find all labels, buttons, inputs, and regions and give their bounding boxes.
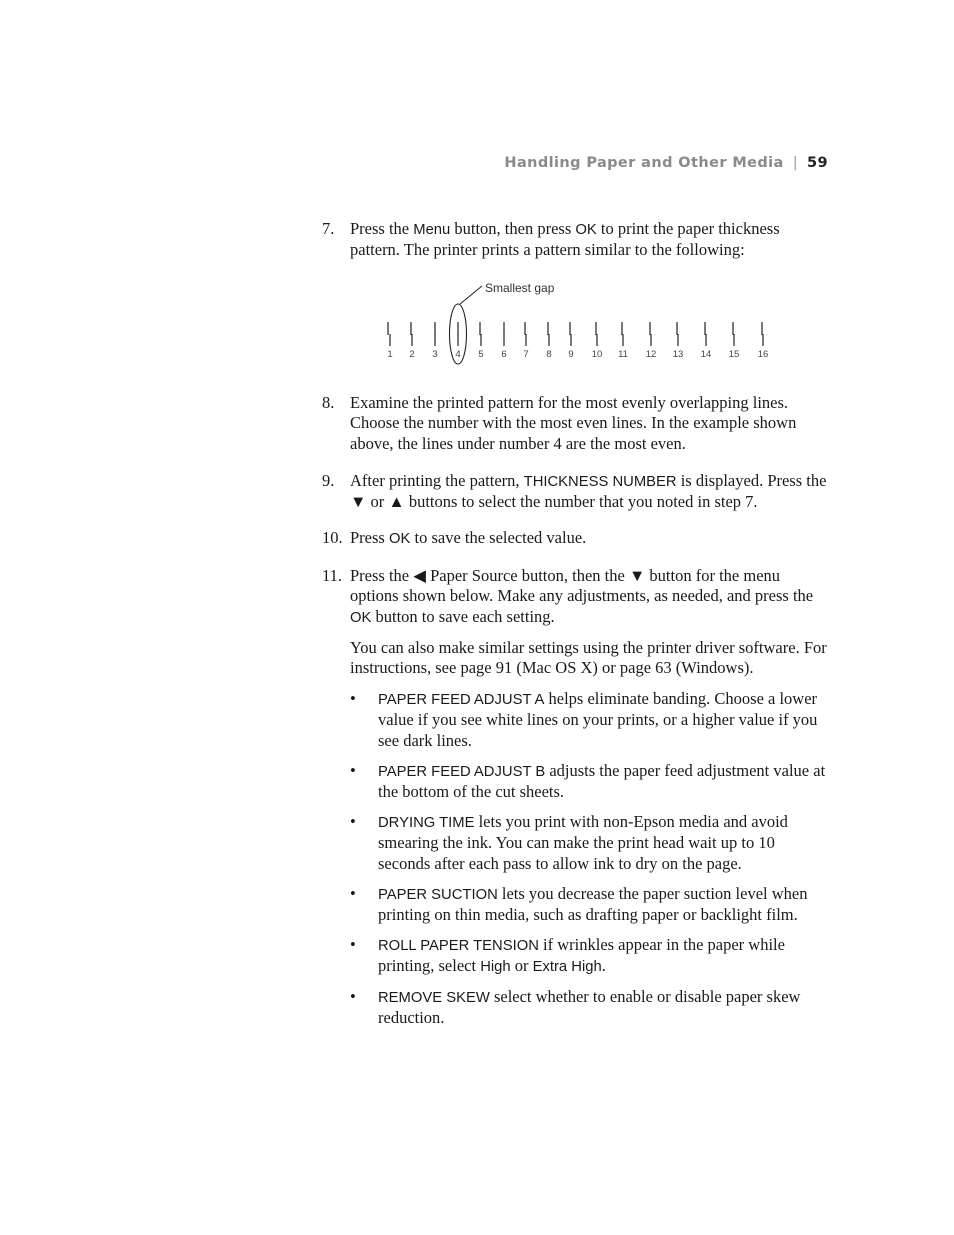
step-8 bbox=[322, 393, 828, 454]
step-number: 10. bbox=[322, 528, 343, 547]
pattern-line-pair bbox=[762, 322, 763, 346]
page-number: 59 bbox=[807, 155, 828, 171]
running-header bbox=[504, 155, 828, 171]
pattern-line-pair bbox=[596, 322, 597, 346]
section-title: Handling Paper and Other Media bbox=[504, 155, 784, 171]
pattern-line-pair bbox=[388, 322, 390, 346]
pattern-line-pair bbox=[480, 322, 481, 346]
thickness-pattern-figure bbox=[380, 278, 780, 368]
pattern-number-label: 5 bbox=[478, 349, 484, 360]
pattern-number-label: 13 bbox=[672, 349, 684, 360]
pattern-number-label: 1 bbox=[387, 349, 393, 360]
pattern-line-pair bbox=[570, 322, 571, 346]
down-arrow-icon: ▼ bbox=[628, 566, 646, 585]
pattern-number-label: 10 bbox=[591, 349, 603, 360]
pattern-line-pair bbox=[650, 322, 651, 346]
pattern-number-label: 12 bbox=[645, 349, 657, 360]
pattern-number-label: 4 bbox=[455, 349, 461, 360]
down-arrow-icon: ▼ bbox=[350, 492, 367, 512]
step-text: Examine the printed pattern for the most evenly overlapping lines. Choose the number with the most even lines. In the example shown above, the lines under number 4 are the most even. bbox=[350, 393, 797, 453]
ui-term: PAPER FEED ADJUST A bbox=[378, 692, 545, 708]
pattern-line-pair bbox=[677, 322, 678, 346]
up-arrow-icon: ▲ bbox=[388, 492, 405, 512]
ui-term: PAPER FEED ADJUST B bbox=[378, 764, 546, 780]
header-separator: | bbox=[792, 155, 799, 171]
pattern-line-pair bbox=[733, 322, 734, 346]
pattern-number-label: 14 bbox=[700, 349, 712, 360]
ui-term: ROLL PAPER TENSION bbox=[378, 938, 539, 954]
ui-term: Extra High bbox=[532, 959, 602, 976]
bullet-paper-feed-adjust-b: • PAPER FEED ADJUST B adjusts the paper feed adjustment value at the bottom of the cut sheets. bbox=[350, 761, 826, 802]
driver-note: You can also make similar settings using the printer driver software. For instructions, see page 91 (Mac OS X) or page 63 (Windows). bbox=[350, 638, 827, 678]
ui-term: THICKNESS NUMBER bbox=[523, 474, 677, 490]
step-number: 11. bbox=[322, 566, 343, 585]
bullet-roll-paper-tension: • ROLL PAPER TENSION if wrinkles appear in the paper while printing, select High or Extra High. bbox=[350, 935, 785, 976]
pattern-number-label: 16 bbox=[757, 349, 769, 360]
step-text: After printing the pattern, THICKNESS NUMBER is displayed. Press the ▼ or ▲ buttons to select the number that you noted in step 7. bbox=[350, 471, 827, 512]
bullet-dot: • bbox=[350, 935, 356, 954]
bullet-dot: • bbox=[350, 812, 356, 831]
bullet-drying-time: • DRYING TIME lets you print with non-Epson media and avoid smearing the ink. You can make the print head wait up to 10 seconds after each pass to allow ink to dry on the page. bbox=[350, 812, 788, 873]
bullet-paper-suction: • PAPER SUCTION lets you decrease the paper suction level when printing on thin media, such as drafting paper or backlight film. bbox=[350, 884, 808, 925]
ui-term: Menu bbox=[413, 222, 451, 238]
step-number: 9. bbox=[322, 471, 335, 490]
step-text: Press the Menu button, then press OK to print the paper thickness pattern. The printer prints a pattern similar to the following: bbox=[350, 219, 780, 260]
bullet-paper-feed-adjust-a: • PAPER FEED ADJUST A helps eliminate banding. Choose a lower value if you see white lines on your prints, or a higher value if you see dark lines. bbox=[350, 689, 818, 750]
ui-term: OK bbox=[575, 222, 597, 238]
left-arrow-icon: ◀ bbox=[413, 566, 426, 585]
step-10 bbox=[322, 528, 828, 549]
pattern-number-label: 9 bbox=[568, 349, 574, 360]
bullet-remove-skew: • REMOVE SKEW select whether to enable or disable paper skew reduction. bbox=[350, 987, 801, 1028]
bullet-dot: • bbox=[350, 987, 356, 1006]
ui-term: PAPER SUCTION bbox=[378, 887, 498, 903]
bullet-dot: • bbox=[350, 689, 356, 708]
step-number: 8. bbox=[322, 393, 335, 412]
bullet-dot: • bbox=[350, 884, 356, 903]
smallest-gap-callout: Smallest gap bbox=[485, 281, 555, 295]
ui-term: High bbox=[480, 959, 511, 976]
bullet-dot: • bbox=[350, 761, 356, 780]
pattern-line-pair bbox=[705, 322, 706, 346]
step-number: 7. bbox=[322, 219, 335, 238]
step-text: Press the ◀ Paper Source button, then the ▼ button for the menu options shown below. Make any adjustments, as needed, and press the OK button to save each setting. bbox=[350, 566, 814, 626]
callout-leader-line bbox=[460, 286, 482, 304]
pattern-number-label: 6 bbox=[501, 349, 507, 360]
step-7 bbox=[322, 219, 828, 261]
pattern-number-label: 11 bbox=[618, 349, 628, 360]
step-9 bbox=[322, 471, 828, 513]
ui-term: OK bbox=[388, 531, 411, 547]
pattern-number-label: 8 bbox=[546, 349, 552, 360]
pattern-line-pair bbox=[411, 322, 412, 346]
step-text: Press OK to save the selected value. bbox=[350, 528, 587, 547]
pattern-number-label: 2 bbox=[409, 349, 415, 360]
pattern-number-label: 15 bbox=[728, 349, 740, 360]
step-11 bbox=[322, 566, 828, 628]
pattern-number-label: 7 bbox=[523, 349, 529, 360]
ui-term: DRYING TIME bbox=[378, 815, 475, 831]
ui-term: REMOVE SKEW bbox=[378, 990, 490, 1006]
pattern-line-pair bbox=[622, 322, 623, 346]
pattern-line-pair bbox=[525, 322, 526, 346]
pattern-number-label: 3 bbox=[432, 349, 438, 360]
ui-term: OK bbox=[350, 609, 372, 626]
thickness-pattern bbox=[380, 278, 780, 368]
pattern-line-pair bbox=[548, 322, 549, 346]
